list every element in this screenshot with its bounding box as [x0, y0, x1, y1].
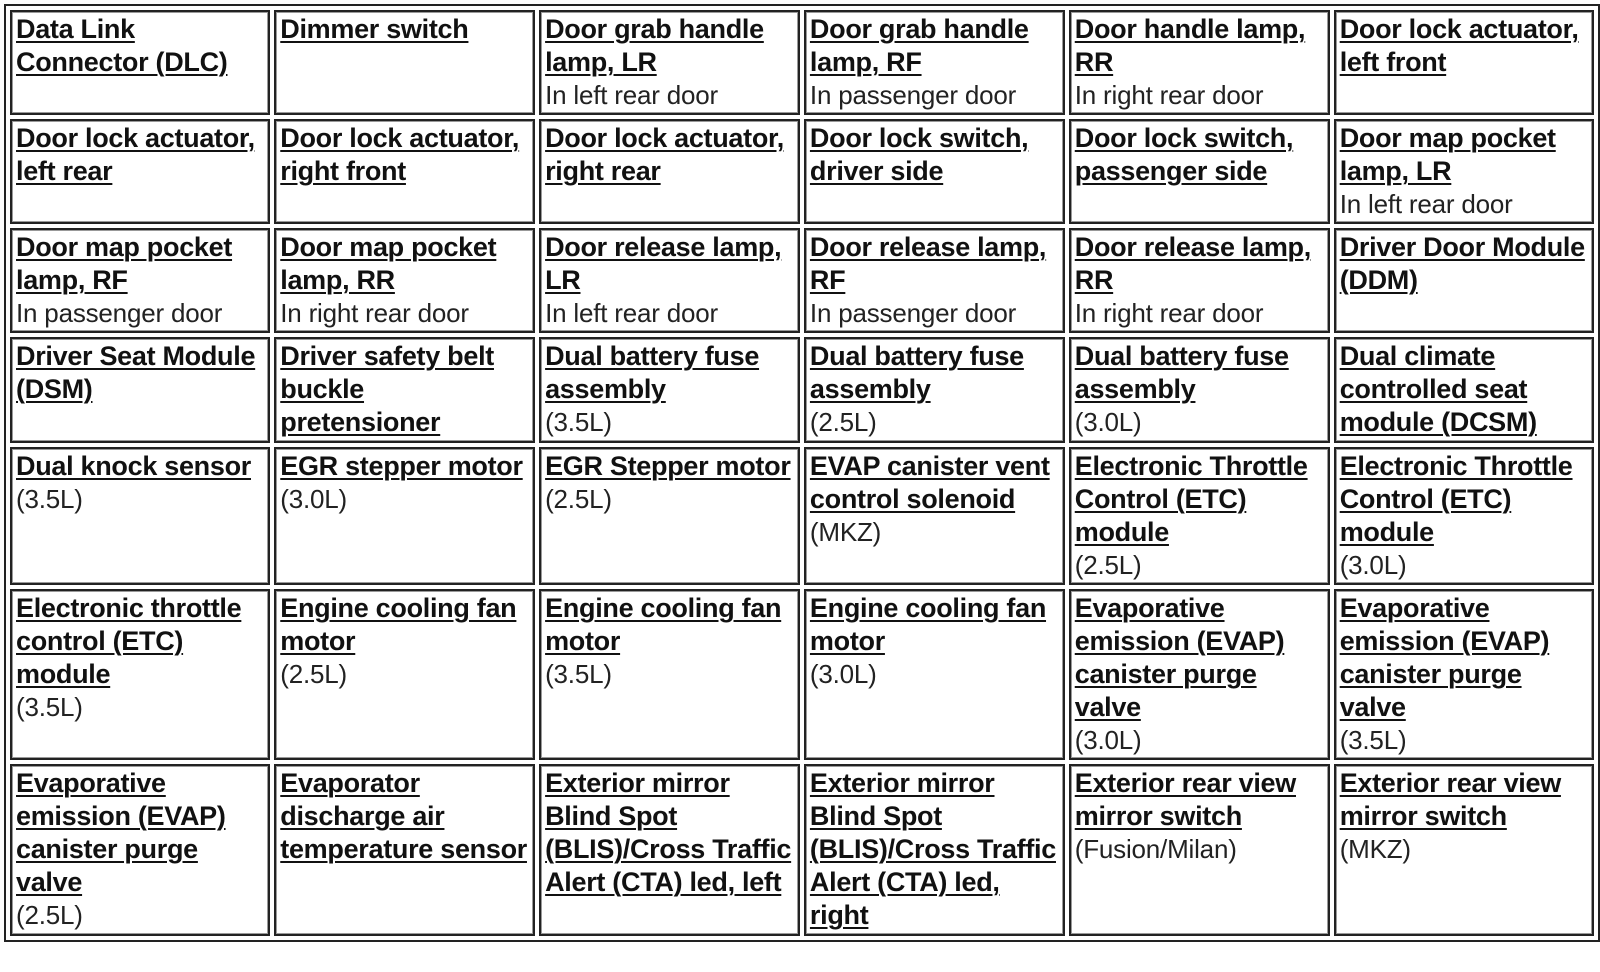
table-cell	[804, 589, 1065, 760]
table-row	[10, 764, 1594, 936]
table-cell	[1334, 119, 1594, 224]
table-cell	[804, 447, 1065, 585]
table-row	[10, 589, 1594, 760]
component-link[interactable]: Door release lamp, RR	[1074, 232, 1311, 295]
component-link[interactable]: Dual battery fuse assembly	[809, 341, 1024, 404]
location-note: (3.0L)	[809, 659, 877, 689]
table-cell	[1334, 10, 1594, 115]
table-cell	[10, 337, 270, 443]
component-link[interactable]: Dual battery fuse assembly	[545, 341, 760, 404]
table-cell	[539, 10, 800, 115]
location-note: (Fusion/Milan)	[1074, 834, 1237, 864]
component-link[interactable]: Electronic Throttle Control (ETC) module	[1339, 451, 1573, 547]
table-cell	[1334, 764, 1594, 936]
component-link[interactable]: Door handle lamp, RR	[1074, 14, 1306, 77]
component-link[interactable]: Driver safety belt buckle pretensioner	[280, 341, 494, 437]
component-link[interactable]: Engine cooling fan motor	[280, 593, 517, 656]
table-cell	[10, 119, 270, 224]
table-cell	[1069, 447, 1330, 585]
component-link[interactable]: Electronic throttle control (ETC) module	[16, 593, 242, 689]
table-cell	[539, 119, 800, 224]
table-cell	[1069, 119, 1330, 224]
table-cell	[10, 764, 270, 936]
location-note: In passenger door	[809, 298, 1017, 328]
location-note: (3.5L)	[16, 484, 83, 514]
component-link[interactable]: Dual climate controlled seat module (DCSM)	[1339, 341, 1537, 437]
location-note: In left rear door	[545, 298, 719, 328]
table-row	[10, 447, 1594, 585]
table-row	[10, 119, 1594, 224]
table-cell	[804, 119, 1065, 224]
component-link[interactable]: Dual battery fuse assembly	[1074, 341, 1289, 404]
component-link[interactable]: Door lock switch, driver side	[809, 123, 1029, 186]
table-cell	[274, 228, 535, 333]
table-cell	[1069, 589, 1330, 760]
table-cell	[10, 10, 270, 115]
component-link[interactable]: Exterior rear view mirror switch	[1339, 768, 1561, 831]
table-cell	[1334, 447, 1594, 585]
component-link[interactable]: EVAP canister vent control solenoid	[809, 451, 1050, 514]
component-link[interactable]: Driver Door Module (DDM)	[1339, 232, 1585, 295]
component-link[interactable]: Door release lamp, RF	[809, 232, 1047, 295]
table-cell	[804, 764, 1065, 936]
table-cell	[1069, 764, 1330, 936]
component-link[interactable]: Dual knock sensor	[16, 451, 251, 481]
location-note: (3.0L)	[1074, 407, 1142, 437]
component-link[interactable]: Dimmer switch	[280, 14, 469, 44]
location-note: In passenger door	[16, 298, 223, 328]
component-link[interactable]: Door map pocket lamp, RF	[16, 232, 233, 295]
table-row	[10, 337, 1594, 443]
component-link[interactable]: Door lock actuator, right rear	[545, 123, 784, 186]
component-link[interactable]: EGR stepper motor	[280, 451, 523, 481]
table-cell	[539, 589, 800, 760]
table-cell	[1334, 228, 1594, 333]
table-cell	[539, 764, 800, 936]
table-cell	[10, 589, 270, 760]
table-cell	[10, 447, 270, 585]
component-link[interactable]: Exterior mirror Blind Spot (BLIS)/Cross Traffic Alert (CTA) led, right	[809, 768, 1056, 930]
table-cell	[1069, 10, 1330, 115]
table-cell	[804, 10, 1065, 115]
table-cell	[274, 10, 535, 115]
table-cell	[539, 447, 800, 585]
table-cell	[539, 228, 800, 333]
table-row	[10, 228, 1594, 333]
component-link[interactable]: Door lock switch, passenger side	[1074, 123, 1294, 186]
location-note: (3.0L)	[280, 484, 347, 514]
location-note: (2.5L)	[280, 659, 347, 689]
table-cell	[274, 447, 535, 585]
table-cell	[804, 228, 1065, 333]
component-link[interactable]: Data Link Connector (DLC)	[16, 14, 228, 77]
component-link[interactable]: Door lock actuator, right front	[280, 123, 520, 186]
table-cell	[1334, 589, 1594, 760]
table-cell	[1069, 228, 1330, 333]
component-link[interactable]: Door grab handle lamp, LR	[545, 14, 764, 77]
location-note: (2.5L)	[1074, 550, 1142, 580]
table-body	[10, 10, 1594, 936]
location-note: In right rear door	[1074, 80, 1264, 110]
table-cell	[274, 764, 535, 936]
component-link[interactable]: Engine cooling fan motor	[809, 593, 1047, 656]
table-cell	[274, 119, 535, 224]
component-location-table	[4, 4, 1600, 942]
component-link[interactable]: Evaporative emission (EVAP) canister purge valve	[16, 768, 226, 897]
table-cell	[10, 228, 270, 333]
component-link[interactable]: Driver Seat Module (DSM)	[16, 341, 256, 404]
component-link[interactable]: Evaporative emission (EVAP) canister purge valve	[1074, 593, 1285, 722]
component-link[interactable]: Door lock actuator, left rear	[16, 123, 255, 186]
table-cell	[1069, 337, 1330, 443]
location-note: In right rear door	[1074, 298, 1264, 328]
table-cell	[274, 589, 535, 760]
table-cell	[539, 337, 800, 443]
location-note: In right rear door	[280, 298, 469, 328]
component-link[interactable]: Engine cooling fan motor	[545, 593, 782, 656]
location-note: (2.5L)	[545, 484, 612, 514]
table-cell	[1334, 337, 1594, 443]
component-link[interactable]: Door release lamp, LR	[545, 232, 782, 295]
location-note: (2.5L)	[809, 407, 877, 437]
location-note: (3.5L)	[1339, 725, 1407, 755]
table-cell	[804, 337, 1065, 443]
component-link[interactable]: Evaporative emission (EVAP) canister purge valve	[1339, 593, 1550, 722]
location-note: In left rear door	[1339, 189, 1513, 219]
table-row	[10, 10, 1594, 115]
component-link[interactable]: EGR Stepper motor	[545, 451, 791, 481]
component-link[interactable]: Door grab handle lamp, RF	[809, 14, 1029, 77]
location-note: (3.5L)	[545, 659, 612, 689]
component-link[interactable]: Exterior rear view mirror switch	[1074, 768, 1296, 831]
component-link[interactable]: Door map pocket lamp, RR	[280, 232, 497, 295]
component-link[interactable]: Door lock actuator, left front	[1339, 14, 1579, 77]
location-note: (3.5L)	[16, 692, 83, 722]
location-note: (MKZ)	[809, 517, 882, 547]
component-link[interactable]: Exterior mirror Blind Spot (BLIS)/Cross Traffic Alert (CTA) led, left	[545, 768, 792, 897]
location-note: (3.5L)	[545, 407, 612, 437]
table-cell	[274, 337, 535, 443]
location-note: (3.0L)	[1339, 550, 1407, 580]
location-note: (MKZ)	[1339, 834, 1411, 864]
component-link[interactable]: Door map pocket lamp, LR	[1339, 123, 1556, 186]
location-note: In left rear door	[545, 80, 719, 110]
component-link[interactable]: Evaporator discharge air temperature sensor	[280, 768, 527, 864]
location-note: In passenger door	[809, 80, 1017, 110]
location-note: (2.5L)	[16, 900, 83, 930]
component-link[interactable]: Electronic Throttle Control (ETC) module	[1074, 451, 1308, 547]
location-note: (3.0L)	[1074, 725, 1142, 755]
